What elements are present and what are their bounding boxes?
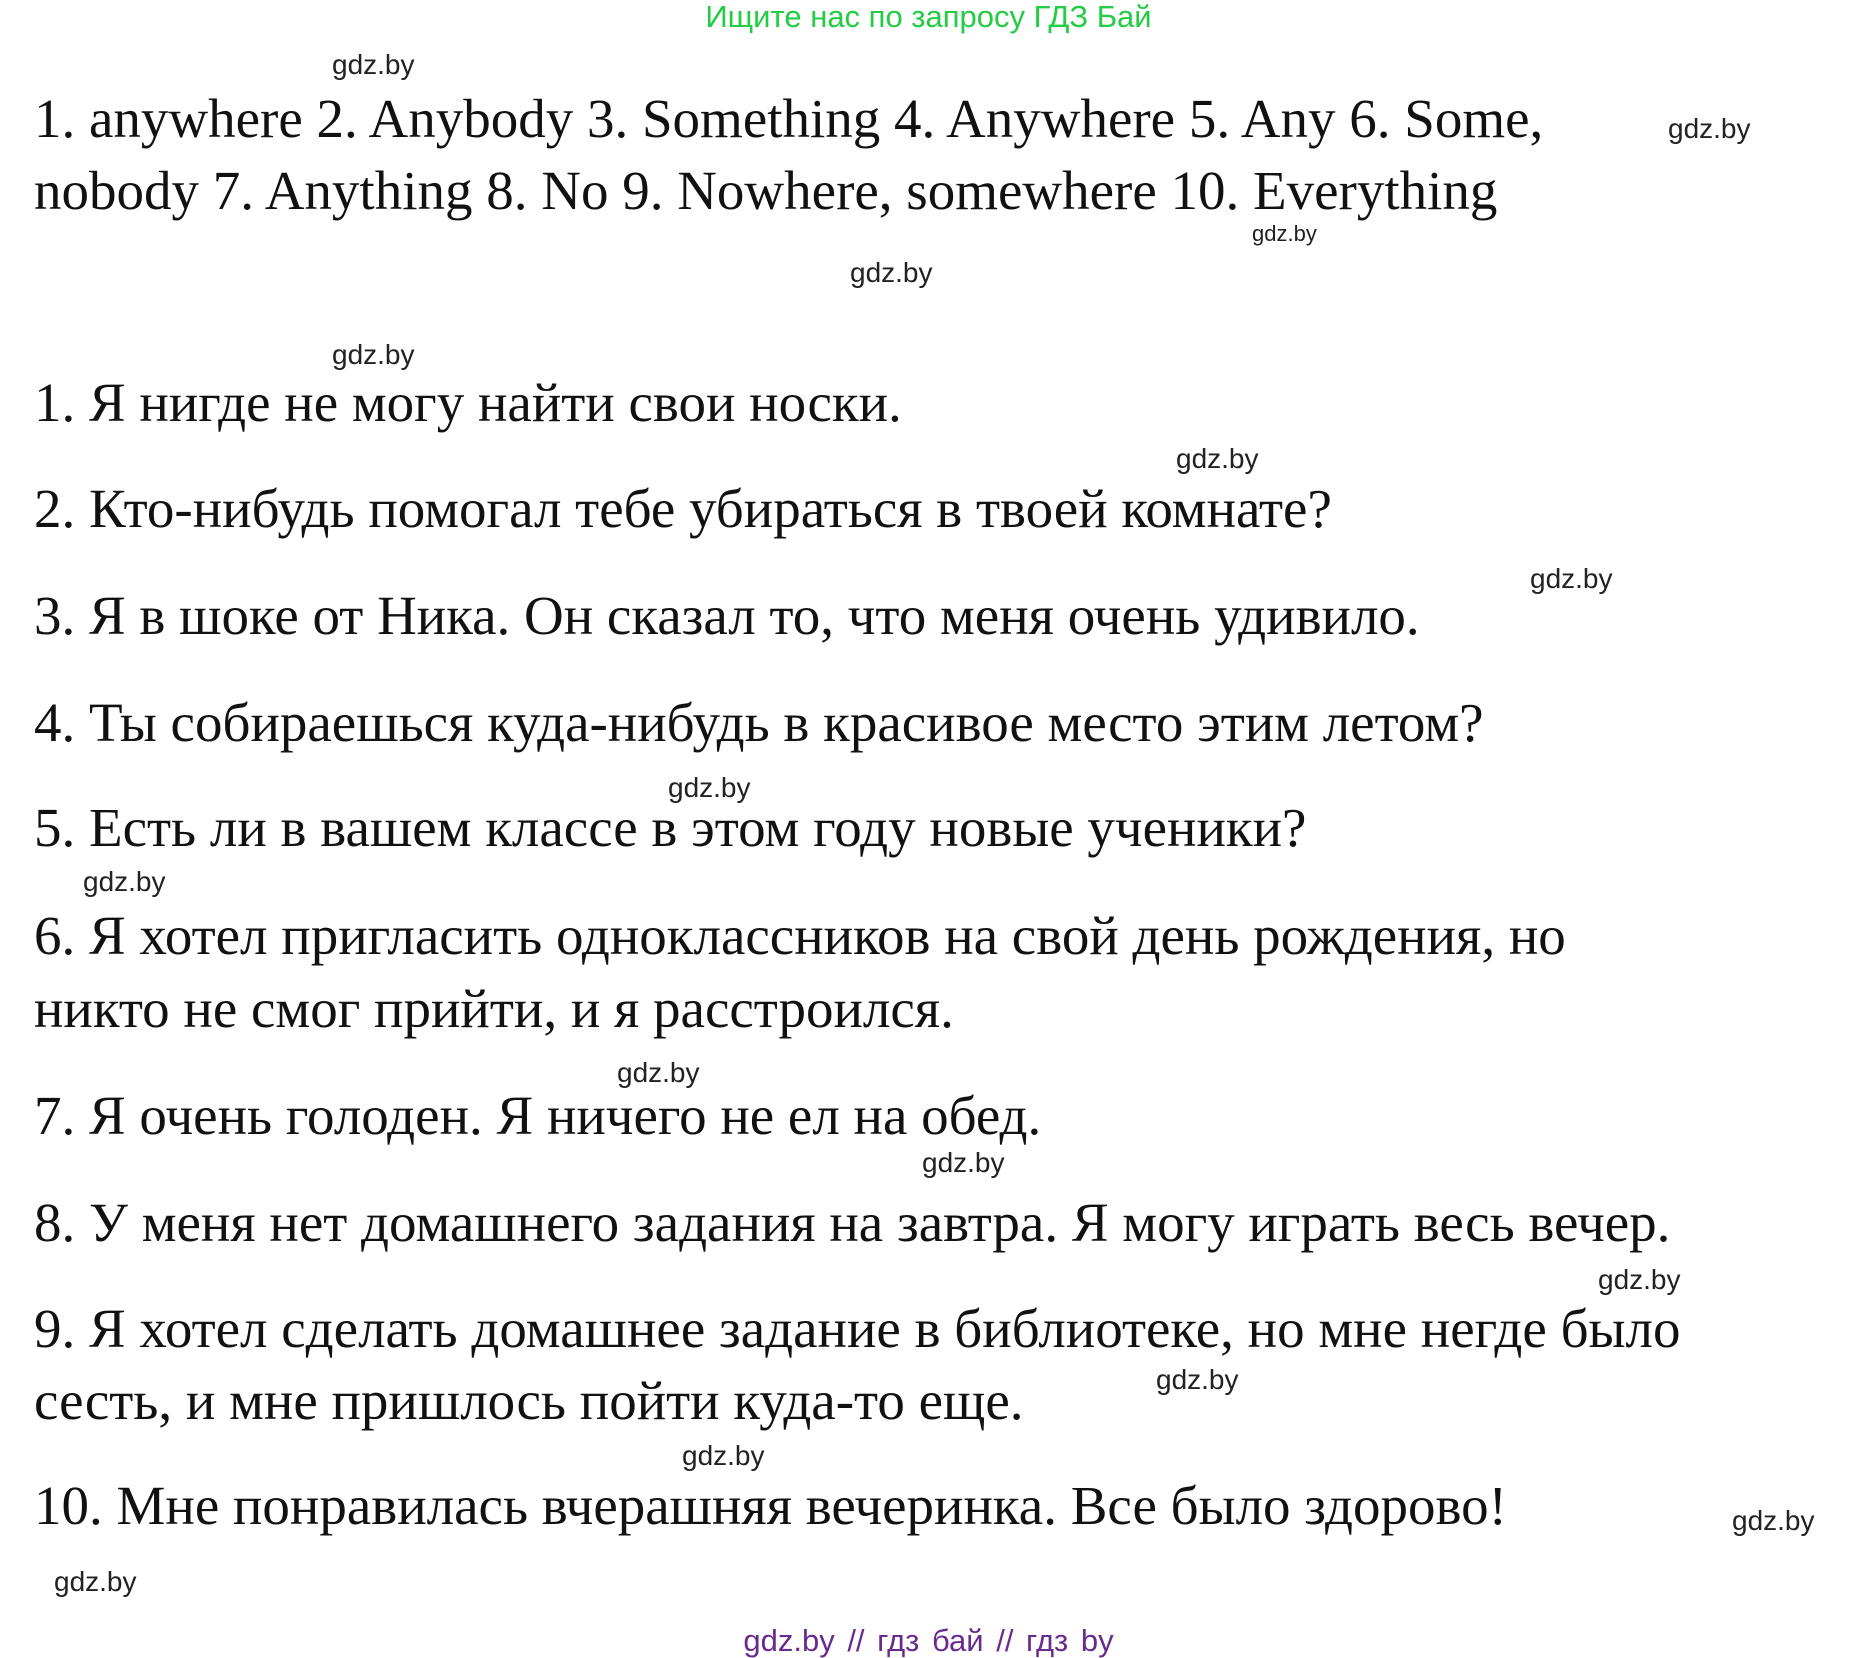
translation-sentence-7: 7. Я очень голоден. Я ничего не ел на обед. [34, 1085, 1042, 1146]
watermark: gdz.by [332, 49, 415, 80]
translation-sentence-8: 8. У меня нет домашнего задания на завтра. Я могу играть весь вечер. [34, 1192, 1671, 1253]
watermark: gdz.by [850, 257, 933, 288]
translation-sentence-2: 2. Кто-нибудь помогал тебе убираться в твоей комнате? [34, 478, 1332, 539]
exercise1-line-2: nobody 7. Anything 8. No 9. Nowhere, somewhere 10. Everything [34, 160, 1498, 221]
watermark: gdz.by [1668, 113, 1751, 144]
watermark: gdz.by [1156, 1364, 1239, 1395]
watermark: gdz.by [1732, 1505, 1815, 1536]
watermark: gdz.by [1176, 443, 1259, 474]
translation-sentence-9-line-1: 9. Я хотел сделать домашнее задание в библиотеке, но мне негде было [34, 1298, 1681, 1359]
exercise1-line-1: 1. anywhere 2. Anybody 3. Something 4. Anywhere 5. Any 6. Some, [34, 88, 1544, 149]
watermark: gdz.by [922, 1147, 1005, 1178]
watermark: gdz.by [1252, 221, 1317, 246]
watermark: gdz.by [682, 1440, 765, 1471]
translation-sentence-4: 4. Ты собираешься куда-нибудь в красивое место этим летом? [34, 692, 1484, 753]
translation-sentence-1: 1. Я нигде не могу найти свои носки. [34, 372, 902, 433]
translation-sentence-6-line-1: 6. Я хотел пригласить одноклассников на свой день рождения, но [34, 905, 1566, 966]
watermark: gdz.by [54, 1566, 137, 1597]
watermark: gdz.by [1598, 1264, 1681, 1295]
watermark: gdz.by [1530, 563, 1613, 594]
translation-sentence-10: 10. Мне понравилась вчерашняя вечеринка. Все было здорово! [34, 1475, 1507, 1536]
watermark: gdz.by [332, 339, 415, 370]
translation-sentence-9-line-2: сесть, и мне пришлось пойти куда-то еще. [34, 1370, 1024, 1431]
search-hint-banner: Ищите нас по запросу ГДЗ Бай [705, 0, 1152, 34]
watermark: gdz.by [668, 772, 751, 803]
watermark: gdz.by [617, 1057, 700, 1088]
translation-sentence-3: 3. Я в шоке от Ника. Он сказал то, что меня очень удивило. [34, 585, 1420, 646]
translation-sentence-5: 5. Есть ли в вашем классе в этом году новые ученики? [34, 797, 1307, 858]
watermark: gdz.by [83, 866, 166, 897]
translation-sentence-6-line-2: никто не смог прийти, и я расстроился. [34, 978, 954, 1039]
footer-links: gdz.by // гдз бай // гдз by [743, 1623, 1114, 1658]
